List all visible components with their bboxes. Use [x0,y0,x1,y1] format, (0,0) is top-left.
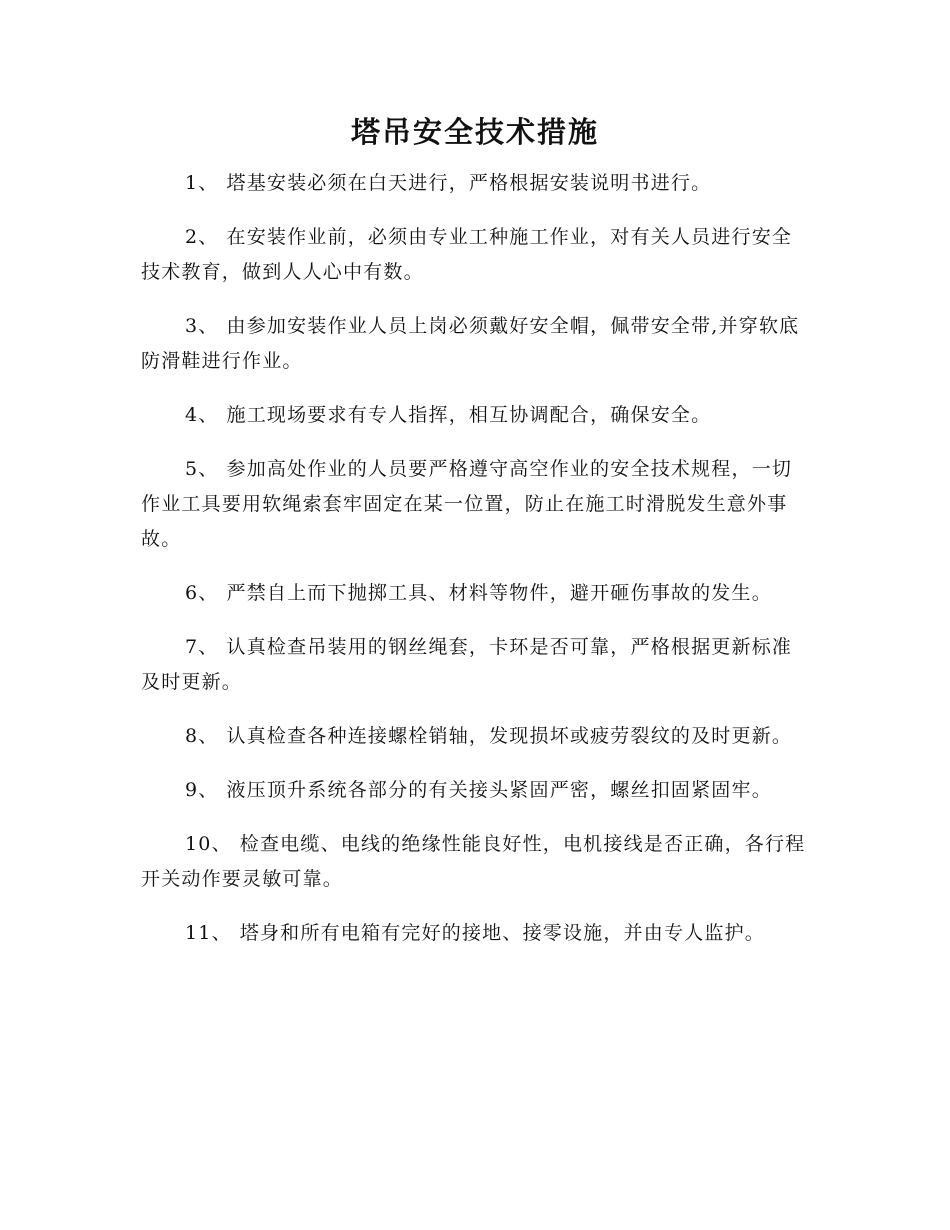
item-separator: 、 [198,779,219,801]
measure-item [141,916,807,951]
item-number: 11 [185,922,212,944]
item-number: 5 [185,458,199,480]
item-number: 7 [185,636,199,658]
measure-item [141,630,807,700]
measure-item [141,166,807,201]
item-number: 2 [185,226,199,248]
item-text: 认真检查各种连接螺栓销轴，发现损坏或疲劳裂纹的及时更新。 [226,725,793,747]
item-number: 4 [185,404,199,426]
item-number: 9 [185,779,199,801]
item-separator: 、 [198,582,219,604]
item-separator: 、 [198,458,219,480]
item-text: 检查电缆、电线的绝缘性能良好性，电机接线是否正确，各行程开关动作要灵敏可靠。 [141,833,806,890]
item-text: 塔基安装必须在白天进行，严格根据安装说明书进行。 [226,172,712,194]
item-text: 参加高处作业的人员要严格遵守高空作业的安全技术规程，一切作业工具要用软绳索套牢固定在某一位置，防止在施工时滑脱发生意外事故。 [141,458,793,550]
item-separator: 、 [198,636,219,658]
item-text: 塔身和所有电箱有完好的接地、接零设施，并由专人监护。 [239,922,765,944]
item-separator: 、 [198,315,219,337]
measure-item [141,773,807,808]
measure-item [141,452,807,557]
measure-item [141,398,807,433]
item-text: 施工现场要求有专人指挥，相互协调配合，确保安全。 [226,404,712,426]
item-text: 由参加安装作业人员上岗必须戴好安全帽，佩带安全带,并穿软底防滑鞋进行作业。 [141,315,800,372]
measure-item [141,719,807,754]
item-number: 6 [185,582,199,604]
item-separator: 、 [211,922,232,944]
item-separator: 、 [198,226,219,248]
measure-item [141,220,807,290]
measure-item [141,827,807,897]
item-number: 8 [185,725,199,747]
document-title: 塔吊安全技术措施 [350,115,599,149]
item-separator: 、 [198,172,219,194]
item-text: 严禁自上而下抛掷工具、材料等物件，避开砸伤事故的发生。 [226,582,772,604]
item-number: 3 [185,315,199,337]
item-number: 10 [185,833,212,855]
item-separator: 、 [198,404,219,426]
item-text: 液压顶升系统各部分的有关接头紧固严密，螺丝扣固紧固牢。 [226,779,772,801]
measure-item [141,576,807,611]
measure-list [141,166,807,970]
item-separator: 、 [198,725,219,747]
item-separator: 、 [211,833,232,855]
item-text: 认真检查吊装用的钢丝绳套，卡环是否可靠，严格根据更新标准及时更新。 [141,636,793,693]
item-number: 1 [185,172,199,194]
item-text: 在安装作业前，必须由专业工种施工作业，对有关人员进行安全技术教育，做到人人心中有数。 [141,226,793,283]
measure-item [141,309,807,379]
